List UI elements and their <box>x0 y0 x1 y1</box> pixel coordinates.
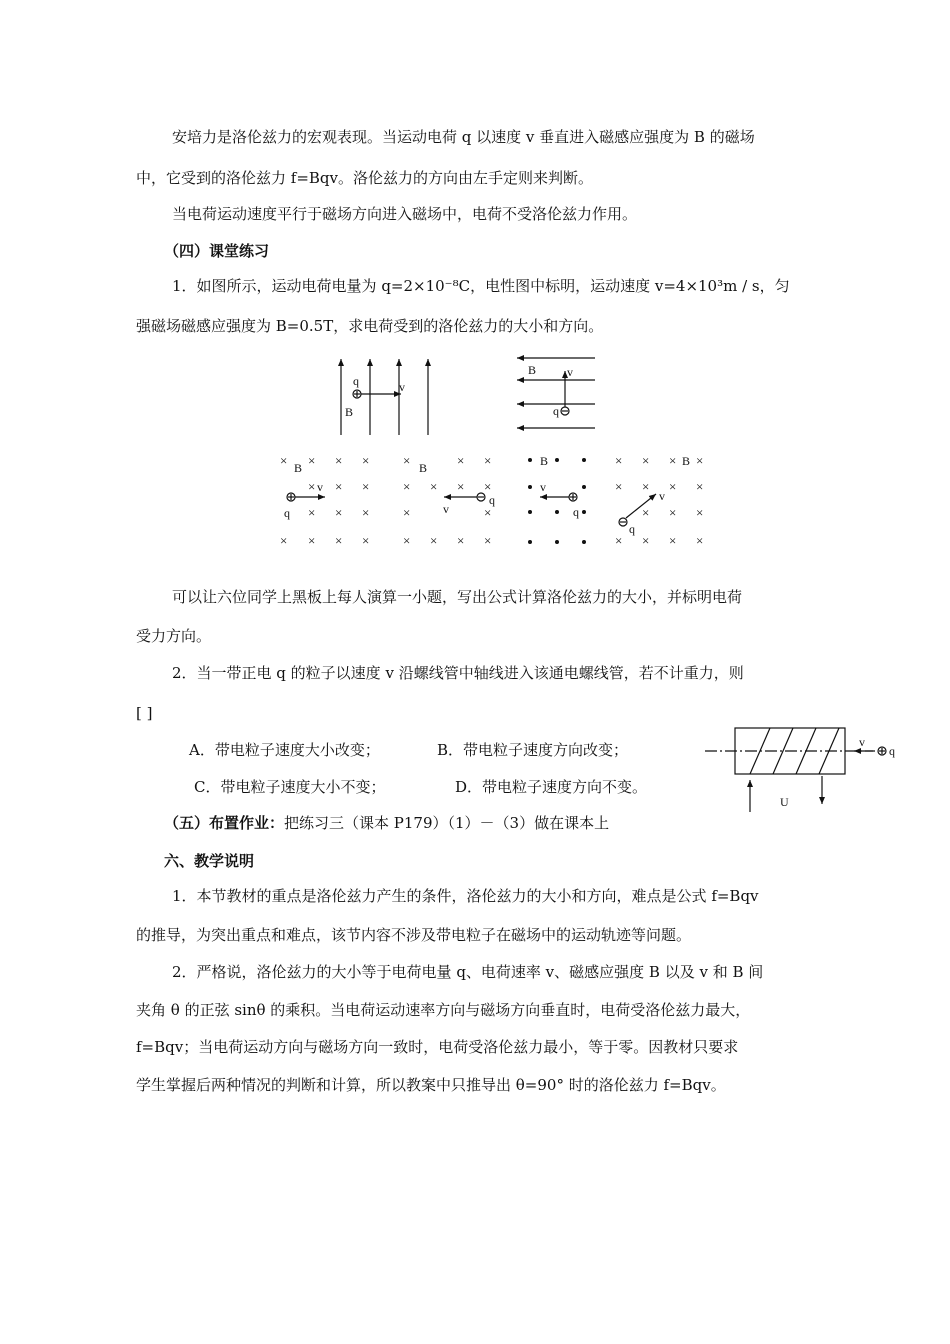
svg-text:×: × <box>308 533 316 548</box>
label-q: q <box>629 522 635 536</box>
option-b: B．带电粒子速度方向改变； <box>437 741 629 759</box>
svg-text:×: × <box>615 533 623 548</box>
paragraph-line: 2．严格说，洛伦兹力的大小等于电荷电量 q、电荷速率 v、磁感应强度 B 以及 v 和 B 间 <box>172 963 764 981</box>
label-q: q <box>284 506 290 520</box>
label-q: q <box>353 374 359 388</box>
question-line: 2．当一带正电 q 的粒子以速度 v 沿螺线管中轴线进入该通电螺线管，若不计重力，则 <box>172 664 744 682</box>
svg-text:×: × <box>642 505 650 520</box>
label-U: U <box>780 795 789 809</box>
svg-text:×: × <box>335 505 343 520</box>
label-v: v <box>859 735 865 749</box>
label-B: B <box>528 363 537 377</box>
svg-text:×: × <box>430 533 438 548</box>
svg-text:×: × <box>335 453 343 468</box>
svg-text:×: × <box>484 533 492 548</box>
label-B: B <box>294 461 303 475</box>
svg-text:×: × <box>642 533 650 548</box>
svg-text:×: × <box>484 479 492 494</box>
svg-text:×: × <box>308 479 316 494</box>
svg-text:×: × <box>696 479 704 494</box>
question-line: 1．如图所示，运动电荷电量为 q=2×10⁻⁸C，电性图中标明，运动速度 v=4×10³m / s，匀 <box>172 277 790 295</box>
option-d: D．带电粒子速度方向不变。 <box>455 778 648 796</box>
svg-text:×: × <box>457 453 465 468</box>
svg-text:×: × <box>696 533 704 548</box>
section-heading: 六、教学说明 <box>164 852 255 870</box>
paragraph-line: 当电荷运动速度平行于磁场方向进入磁场中，电荷不受洛伦兹力作用。 <box>172 205 638 223</box>
svg-text:×: × <box>615 453 623 468</box>
svg-text:×: × <box>430 479 438 494</box>
label-q: q <box>489 493 495 507</box>
answer-bracket: [ ] <box>136 704 153 722</box>
svg-text:×: × <box>362 453 370 468</box>
paragraph-line: 的推导，为突出重点和难点，该节内容不涉及带电粒子在磁场中的运动轨迹等问题。 <box>136 926 692 944</box>
svg-text:×: × <box>696 453 704 468</box>
svg-text:×: × <box>280 533 288 548</box>
homework-label: （五）布置作业： <box>164 814 285 832</box>
label-v: v <box>540 480 546 494</box>
section-heading: （四）课堂练习 <box>164 242 270 260</box>
svg-text:×: × <box>403 533 411 548</box>
label-B: B <box>682 454 691 468</box>
svg-text:×: × <box>484 505 492 520</box>
svg-text:×: × <box>335 533 343 548</box>
svg-text:×: × <box>457 533 465 548</box>
paragraph-line: 1．本节教材的重点是洛伦兹力产生的条件，洛伦兹力的大小和方向，难点是公式 f=Bqv <box>172 887 759 905</box>
paragraph-line: 学生掌握后两种情况的判断和计算，所以教案中只推导出 θ=90° 时的洛伦兹力 f=Bqv。 <box>136 1076 726 1094</box>
label-q: q <box>889 744 895 758</box>
label-B: B <box>345 405 354 419</box>
svg-text:×: × <box>403 479 411 494</box>
svg-text:×: × <box>280 453 288 468</box>
svg-text:×: × <box>403 505 411 520</box>
paragraph-line: 中，它受到的洛伦兹力 f=Bqv。洛伦兹力的方向由左手定则来判断。 <box>136 169 593 187</box>
paragraph-line: f=Bqv；当电荷运动方向与磁场方向一致时，电荷受洛伦兹力最小，等于零。因教材只要求 <box>136 1038 739 1056</box>
label-B: B <box>419 461 428 475</box>
label-v: v <box>567 365 573 379</box>
svg-text:×: × <box>308 505 316 520</box>
svg-text:×: × <box>669 505 677 520</box>
paragraph-line: 受力方向。 <box>136 627 212 645</box>
svg-text:×: × <box>669 533 677 548</box>
option-c: C．带电粒子速度大小不变； <box>194 778 386 796</box>
figure-1-upward-field <box>341 359 428 435</box>
paragraph-line: 安培力是洛伦兹力的宏观表现。当运动电荷 q 以速度 v 垂直进入磁感应强度为 B 的磁场 <box>172 128 755 146</box>
svg-text:×: × <box>484 453 492 468</box>
svg-text:×: × <box>403 453 411 468</box>
svg-text:×: × <box>669 453 677 468</box>
label-B: B <box>540 454 549 468</box>
question-line: 强磁场磁感应强度为 B=0.5T，求电荷受到的洛伦兹力的大小和方向。 <box>136 317 604 335</box>
label-q: q <box>573 505 579 519</box>
svg-text:×: × <box>362 505 370 520</box>
paragraph-line: 夹角 θ 的正弦 sinθ 的乘积。当电荷运动速率方向与磁场方向垂直时，电荷受洛伦兹力最大， <box>136 1001 751 1019</box>
homework-text: 把练习三（课本 P179）（1）－（3）做在课本上 <box>284 814 610 832</box>
svg-text:×: × <box>615 479 623 494</box>
svg-text:×: × <box>457 479 465 494</box>
label-v: v <box>317 480 323 494</box>
label-v: v <box>399 380 405 394</box>
svg-text:×: × <box>335 479 343 494</box>
svg-text:×: × <box>362 533 370 548</box>
homework-line <box>164 813 609 833</box>
option-a: A．带电粒子速度大小改变； <box>189 741 380 759</box>
svg-text:×: × <box>362 479 370 494</box>
label-v: v <box>659 489 665 503</box>
svg-text:×: × <box>642 479 650 494</box>
svg-text:×: × <box>669 479 677 494</box>
paragraph-line: 可以让六位同学上黑板上每人演算一小题，写出公式计算洛伦兹力的大小，并标明电荷 <box>172 588 743 606</box>
svg-text:×: × <box>308 453 316 468</box>
svg-text:×: × <box>696 505 704 520</box>
label-v: v <box>443 502 449 516</box>
svg-text:×: × <box>642 453 650 468</box>
label-q: q <box>553 404 559 418</box>
